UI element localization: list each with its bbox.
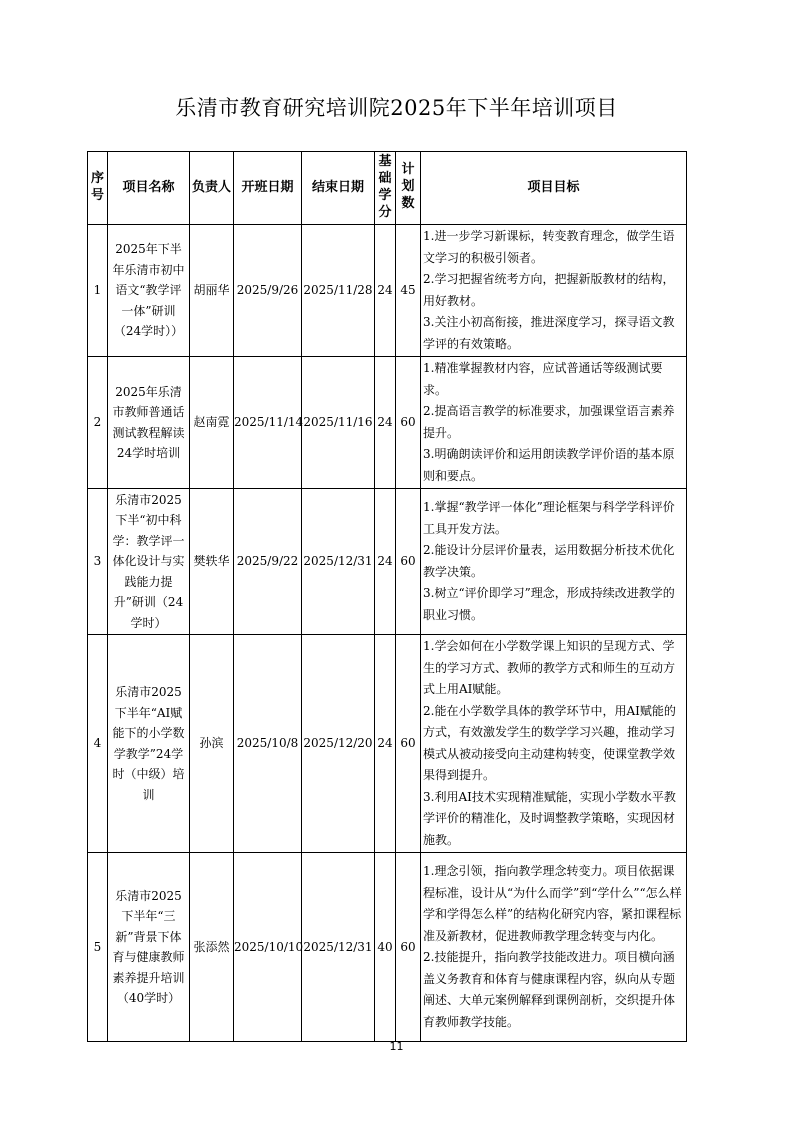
- cell-project-name: 2025年下半年乐清市初中语文“教学评一体”研训（24学时））: [108, 225, 190, 357]
- cell-project-name: 乐清市2025下半“初中科学：教学评一体化设计与实践能力提升”研训（24学时）: [108, 489, 190, 635]
- header-lead: 负责人: [190, 152, 234, 225]
- header-seq-label: 序号: [90, 170, 104, 203]
- cell-goals: [421, 853, 687, 1042]
- goal-item: 1.进一步学习新课标，转变教育理念，做学生语文学习的积极引领者。: [423, 229, 675, 265]
- cell-start-date: 2025/10/10: [234, 853, 302, 1042]
- cell-end-date: 2025/12/31: [302, 853, 375, 1042]
- table-row: [88, 635, 687, 853]
- page-number: 11: [389, 1040, 404, 1053]
- cell-start-date: 2025/11/14: [234, 357, 302, 489]
- cell-plan: 45: [396, 225, 421, 357]
- goal-item: 2.提高语言教学的标准要求，加强课堂语言素养提升。: [423, 404, 675, 440]
- cell-lead: 张添然: [190, 853, 234, 1042]
- cell-plan: 60: [396, 357, 421, 489]
- cell-credits: 24: [375, 357, 396, 489]
- cell-plan: 60: [396, 635, 421, 853]
- goal-item: 2.技能提升，指向教学技能改进力。项目横向涵盖义务教育和体育与健康课程内容，纵向从专题阐述、大单元案例解释到课例剖析，交织提升体育教师教学技能。: [423, 950, 676, 1029]
- cell-goals: [421, 635, 687, 853]
- table-row: [88, 225, 687, 357]
- cell-plan: 60: [396, 853, 421, 1042]
- goal-item: 1.掌握“教学评一体化”理论框架与科学学科评价工具开发方法。: [423, 500, 675, 536]
- goal-item: 3.关注小初高衔接，推进深度学习，探寻语文教学评的有效策略。: [423, 315, 675, 351]
- cell-start-date: 2025/9/22: [234, 489, 302, 635]
- cell-plan: 60: [396, 489, 421, 635]
- table-header-row: [88, 152, 687, 225]
- header-plan: [396, 152, 421, 225]
- cell-end-date: 2025/12/20: [302, 635, 375, 853]
- cell-project-name: 乐清市2025下半年“AI赋能下的小学数学教学”24学时（中级）培训: [108, 635, 190, 853]
- cell-goals: [421, 357, 687, 489]
- goal-item: 1.理念引领，指向教学理念转变力。项目依据课程标准，设计从“为什么而学”到“学什么”“怎么样学和学得怎么样”的结构化研究内容，紧扣课程标准及新教材，促进教师教学理念转变与内化。: [423, 864, 682, 943]
- goal-item: 3.明确朗读评价和运用朗读教学评价语的基本原则和要点。: [423, 447, 675, 483]
- header-goal: 项目目标: [421, 152, 687, 225]
- cell-end-date: 2025/12/31: [302, 489, 375, 635]
- header-credits-label: 基础学分: [378, 153, 392, 220]
- header-end: 结束日期: [302, 152, 375, 225]
- table-row: [88, 853, 687, 1042]
- cell-seq: 1: [88, 225, 108, 357]
- header-seq: [88, 152, 108, 225]
- cell-goals: [421, 225, 687, 357]
- goal-item: 3.树立“评价即学习”理念，形成持续改进教学的职业习惯。: [423, 586, 675, 622]
- goal-item: 2.学习把握省统考方向，把握新版教材的结构，用好教材。: [423, 272, 675, 308]
- cell-seq: 3: [88, 489, 108, 635]
- goal-item: 3.利用AI技术实现精准赋能，实现小学数水平教学评价的精准化，及时调整教学策略，实现因材施教。: [423, 789, 676, 847]
- table-row: [88, 357, 687, 489]
- cell-lead: 赵南霓: [190, 357, 234, 489]
- page-title: 乐清市教育研究培训院2025年下半年培训项目: [175, 96, 618, 120]
- cell-seq: 5: [88, 853, 108, 1042]
- cell-start-date: 2025/9/26: [234, 225, 302, 357]
- table-row: [88, 489, 687, 635]
- goal-item: 2.能在小学数学具体的教学环节中，用AI赋能的方式，有效激发学生的数学学习兴趣，推动学习模式从被动接受向主动建构转变，使课堂教学效果得到提升。: [423, 703, 676, 782]
- cell-lead: 孙滨: [190, 635, 234, 853]
- goal-item: 2.能设计分层评价量表，运用数据分析技术优化教学决策。: [423, 543, 675, 579]
- cell-end-date: 2025/11/16: [302, 357, 375, 489]
- cell-end-date: 2025/11/28: [302, 225, 375, 357]
- cell-lead: 樊轶华: [190, 489, 234, 635]
- cell-start-date: 2025/10/8: [234, 635, 302, 853]
- cell-credits: 24: [375, 225, 396, 357]
- cell-credits: 24: [375, 489, 396, 635]
- cell-credits: 40: [375, 853, 396, 1042]
- goal-item: 1.精准掌握教材内容，应试普通话等级测试要求。: [423, 361, 663, 397]
- header-start: 开班日期: [234, 152, 302, 225]
- header-name: 项目名称: [108, 152, 190, 225]
- cell-credits: 24: [375, 635, 396, 853]
- cell-seq: 2: [88, 357, 108, 489]
- header-credits: [375, 152, 396, 225]
- header-plan-label: 计划数: [401, 162, 415, 212]
- training-table: [87, 151, 687, 1042]
- cell-project-name: 2025年乐清市教师普通话测试教程解读24学时培训: [108, 357, 190, 489]
- cell-goals: [421, 489, 687, 635]
- cell-seq: 4: [88, 635, 108, 853]
- cell-project-name: 乐清市2025下半年“三新”背景下体育与健康教师素养提升培训（40学时）: [108, 853, 190, 1042]
- goal-item: 1.学会如何在小学数学课上知识的呈现方式、学生的学习方式、教师的教学方式和师生的互动方式上用AI赋能。: [423, 639, 676, 696]
- cell-lead: 胡丽华: [190, 225, 234, 357]
